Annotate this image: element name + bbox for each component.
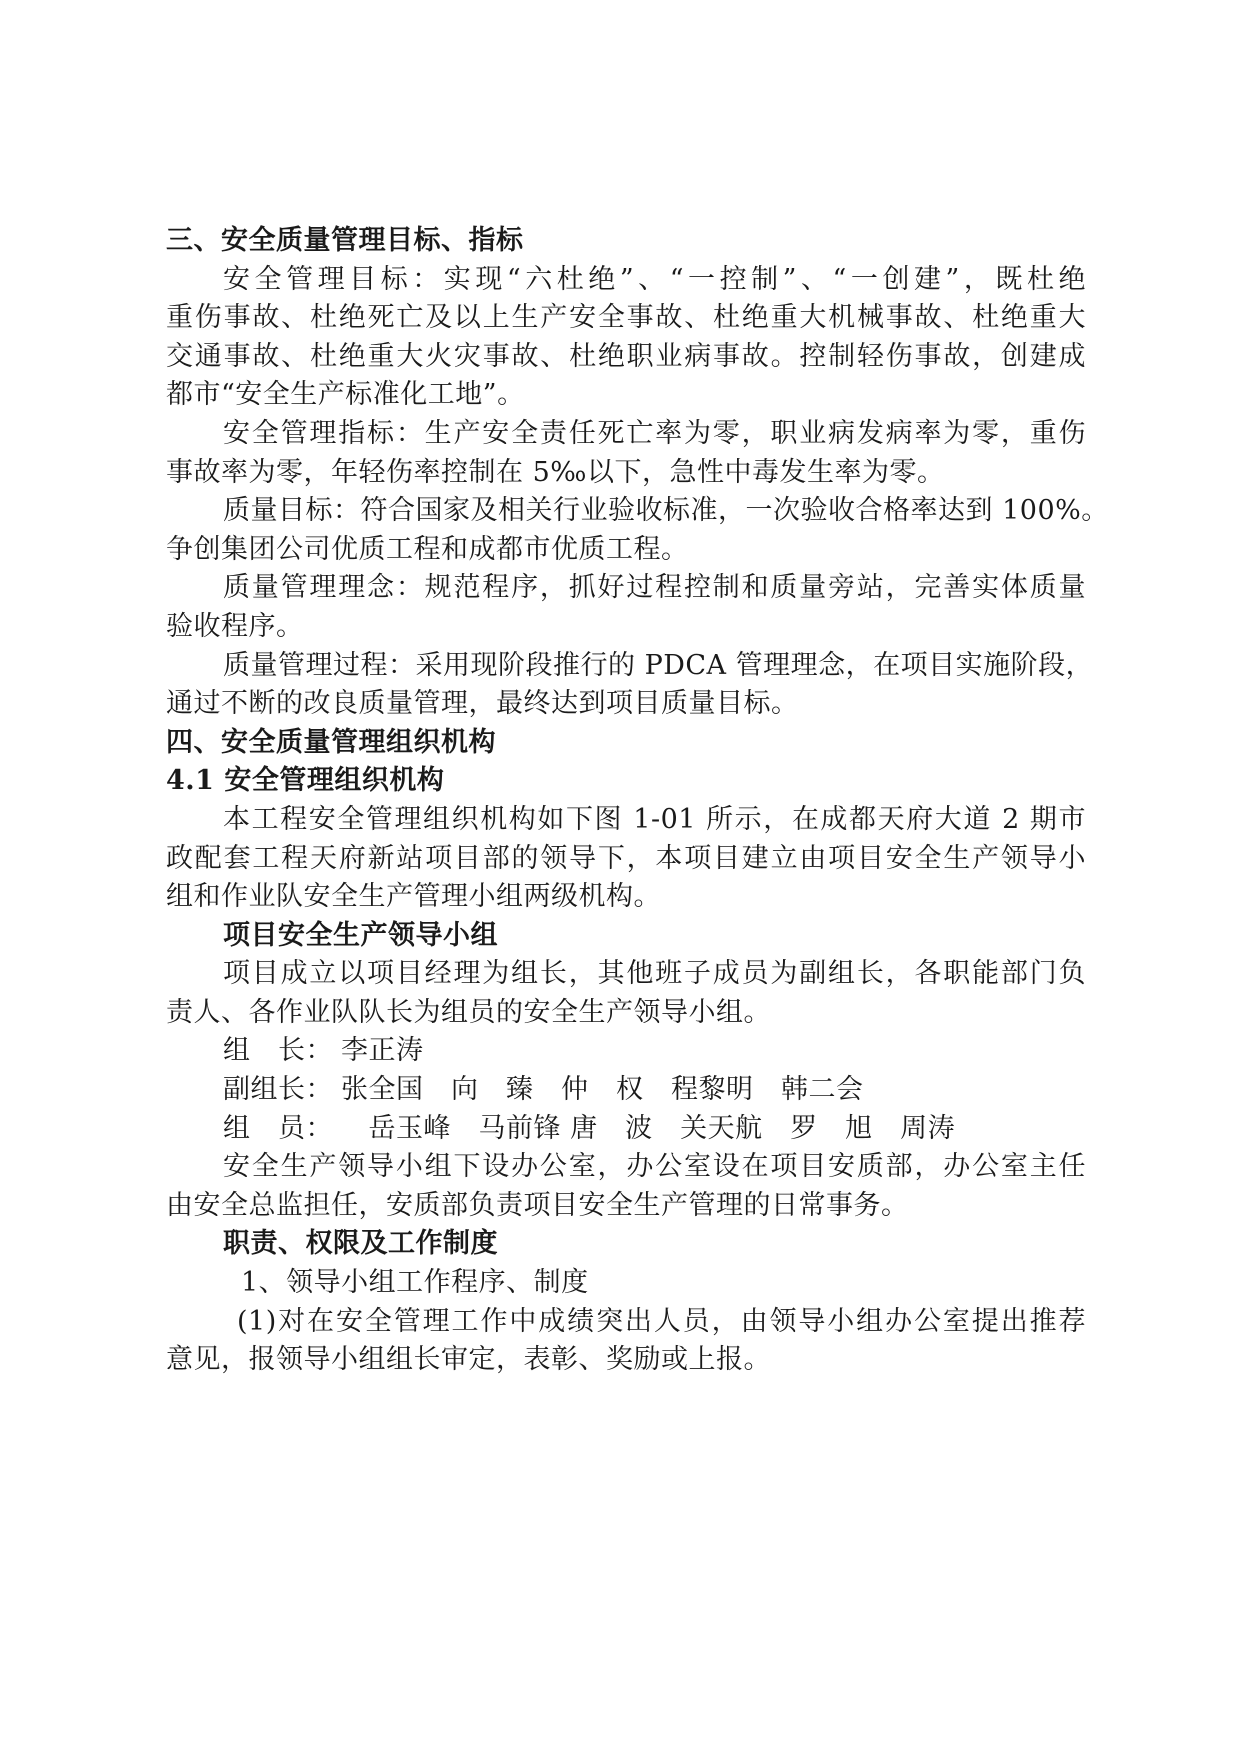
roster-deputy: 副组长： 张全国 向 臻 仲 权 程黎明 韩二会 [223,1074,864,1106]
safety-index-paragraph: 安全管理指标：生产安全责任死亡率为零，职业病发病率为零，重伤 事故率为零，年轻伤率控制在 5‰以下，急性中毒发生率为零。 [166,417,1086,488]
quality-goal-paragraph: 质量目标：符合国家及相关行业验收标准，一次验收合格率达到 100%。 争创集团公司优质工程和成都市优质工程。 [166,495,1109,565]
roster-leader: 组 长： 李正涛 [223,1035,424,1067]
item-1-1-paragraph: (1)对在安全管理工作中成绩突出人员，由领导小组办公室提出推荐 意见，报领导小组组长审定，表彰、奖励或上报。 [166,1305,1086,1376]
item-1-heading: 1、领导小组工作程序、制度 [241,1267,589,1299]
roster-members: 组 员： 岳玉峰 马前锋 唐 波 关天航 罗 旭 周涛 [223,1112,956,1144]
leadership-group-title: 项目安全生产领导小组 [223,919,498,951]
org-intro-paragraph: 本工程安全管理组织机构如下图 1-01 所示，在成都天府大道 2 期市 政配套工程天府新站项目部的领导下，本项目建立由项目安全生产领导小 组和作业队安全生产管理小组两级机构。 [166,803,1086,913]
safety-goal-paragraph: 安全管理目标：实现“六杜绝”、“一控制”、“一创建”，既杜绝 重伤事故、杜绝死亡及以上生产安全事故、杜绝重大机械事故、杜绝重大 交通事故、杜绝重大火灾事故、杜绝职业病事故。控制轻伤事故，创建成 都市“安全生产标准化工地”。 [166,263,1086,411]
document-page [166,222,1109,1380]
quality-concept-paragraph: 质量管理理念：规范程序，抓好过程控制和质量旁站，完善实体质量 验收程序。 [166,572,1086,642]
section-4-1-heading: 4.1 安全管理组织机构 [166,765,445,797]
leadership-group-description: 项目成立以项目经理为组长，其他班子成员为副组长，各职能部门负 责人、各作业队队长为组员的安全生产领导小组。 [166,958,1086,1028]
duties-title: 职责、权限及工作制度 [223,1228,498,1260]
quality-process-paragraph: 质量管理过程：采用现阶段推行的 PDCA 管理理念，在项目实施阶段， 通过不断的改良质量管理，最终达到项目质量目标。 [166,649,1094,720]
section-3-heading: 三、安全质量管理目标、指标 [166,225,524,256]
section-4-heading: 四、安全质量管理组织机构 [166,726,496,758]
office-paragraph: 安全生产领导小组下设办公室，办公室设在项目安质部，办公室主任 由安全总监担任，安质部负责项目安全生产管理的日常事务。 [166,1151,1086,1221]
